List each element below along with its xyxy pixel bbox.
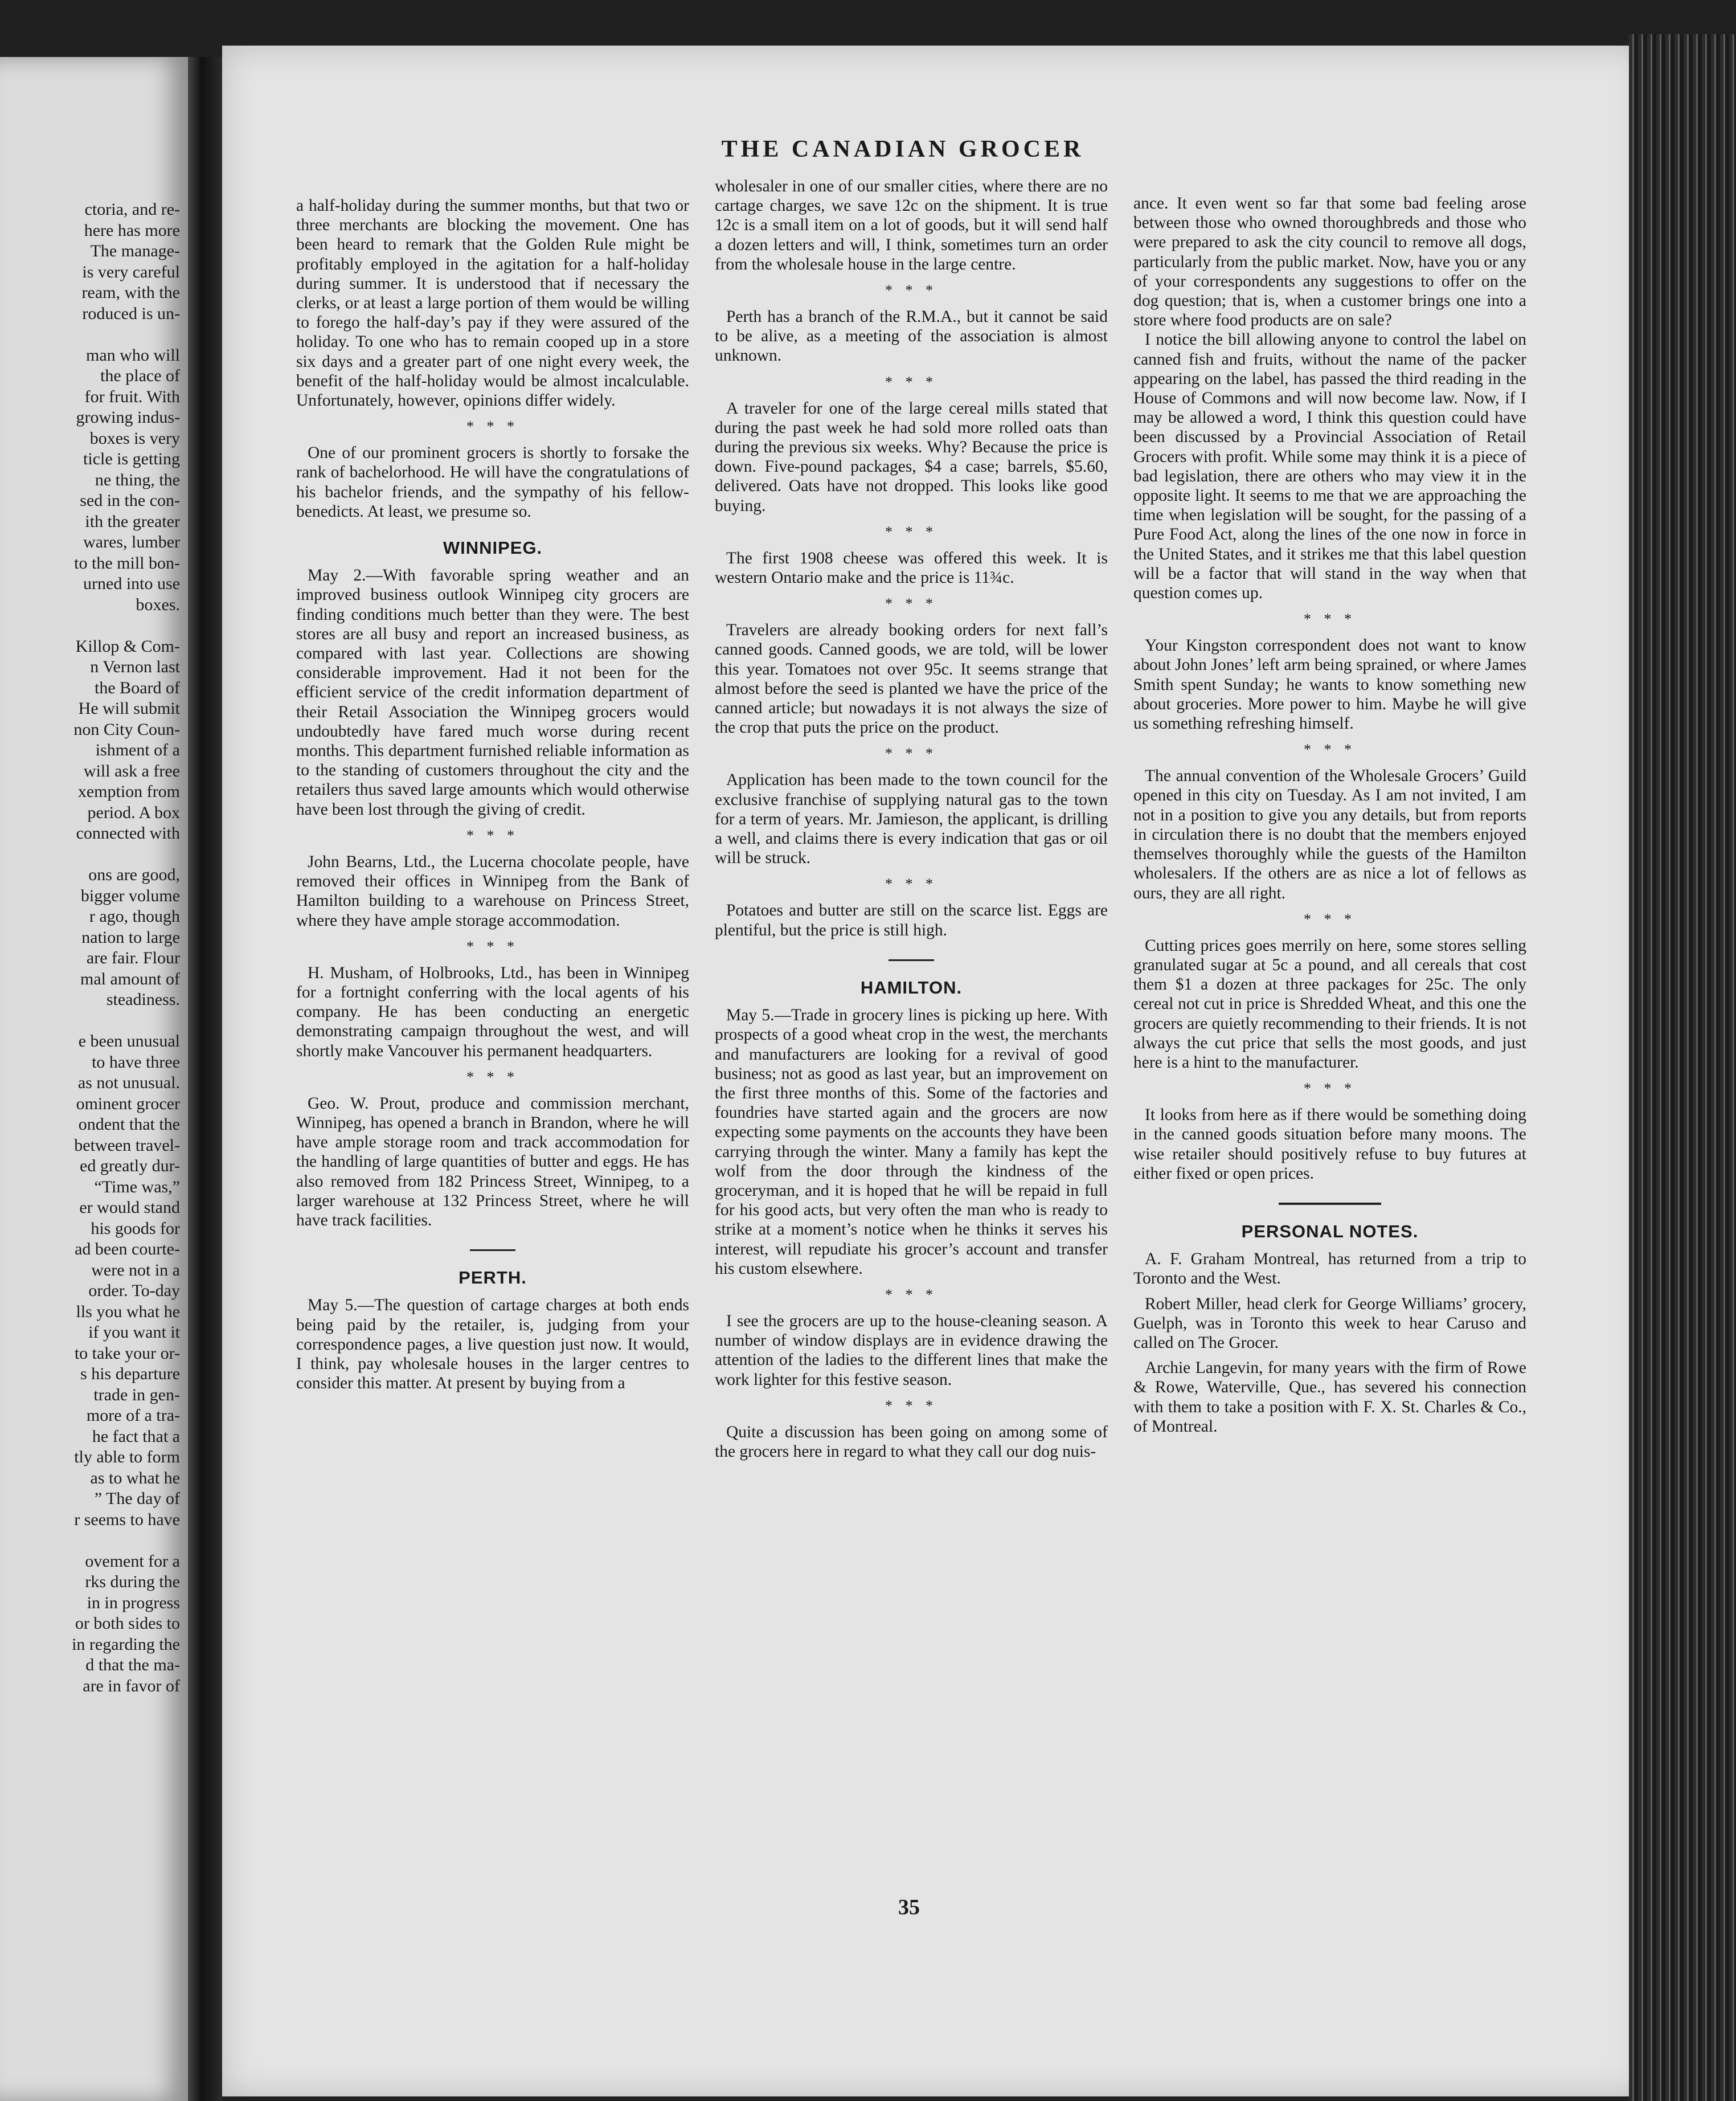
paragraph: Perth has a branch of the R.M.A., but it cannot be said to be alive, as a meeting of the association is almost unknown. — [715, 308, 1108, 365]
fragment-line: The manage- — [90, 242, 180, 260]
fragment-line: d that the ma- — [85, 1656, 180, 1674]
fragment-line: more of a tra- — [86, 1406, 180, 1425]
column-2 — [715, 177, 1108, 1461]
fragment-line: ” The day of — [94, 1489, 180, 1508]
column-1 — [296, 196, 689, 1393]
fragment-line: boxes. — [136, 595, 180, 614]
section-separator: * * * — [1304, 611, 1356, 628]
fragment-line: will ask a free — [83, 761, 180, 780]
fragment-line: between travel- — [74, 1135, 180, 1155]
paragraph: One of our prominent grocers is shortly to forsake the rank of bachelorhood. He will have the congratulations of his bachelor friends, and the sympathy of his fellow-benedicts. At least, we presume so. — [296, 444, 689, 521]
paragraph: Robert Miller, head clerk for George Williams’ grocery, Guelph, was in Toronto this week to hear Caruso and called on The Grocer. — [1133, 1294, 1526, 1352]
paragraph: The first 1908 cheese was offered this week. It is western Ontario make and the price is 11¾c. — [715, 549, 1108, 587]
fragment-line: man who will — [86, 345, 180, 365]
fragment-line: bigger volume — [80, 886, 180, 905]
heading-personal-notes: PERSONAL NOTES. — [1241, 1221, 1419, 1241]
page-number: 35 — [898, 1895, 920, 1919]
fragment-line: ad been courte- — [75, 1240, 180, 1258]
fragment-line: or both sides to — [75, 1614, 180, 1633]
fragment-line: s his departure — [80, 1364, 180, 1383]
paragraph: Cutting prices goes merrily on here, some stores selling granulated sugar at 5c a pound, and all cereals that cost them $1 a dozen at three packages for 25c. The only cereal not cut in price is Shredded Wheat, and this one the grocers are quietly recommending to their friends. It is not always the cut price that sells the most goods, and just here is a hint to the manufacturer. — [1133, 936, 1526, 1072]
section-separator: * * * — [885, 876, 937, 893]
section-separator: * * * — [885, 523, 937, 540]
fragment-line: lls you what he — [76, 1302, 180, 1321]
fragment-line: mal amount of — [80, 969, 180, 988]
paragraph: It looks from here as if there would be something doing in the canned goods situation before many moons. The wise retailer should positively refuse to buy futures at either fixed or open prices. — [1133, 1106, 1526, 1183]
fragment-line: growing indus- — [76, 408, 180, 427]
fragment-line: were not in a — [91, 1260, 180, 1280]
fragment-line: to the mill bon- — [74, 553, 180, 573]
section-separator: * * * — [885, 1397, 937, 1414]
fragment-line: tly able to form — [74, 1448, 180, 1466]
fragment-line: trade in gen- — [93, 1385, 180, 1404]
fragment-line: rks during the — [85, 1572, 180, 1591]
fragment-line — [0, 615, 180, 636]
section-separator: * * * — [885, 282, 937, 299]
fragment-line: ith the greater — [85, 512, 180, 531]
paragraph: Potatoes and butter are still on the scarce list. Eggs are plentiful, but the price is still high. — [715, 901, 1108, 939]
fragment-line: are fair. Flour — [86, 949, 180, 967]
section-separator: * * * — [885, 595, 937, 612]
column-3 — [1133, 194, 1526, 1436]
paragraph: I see the grocers are up to the house-cleaning season. A number of window displays are in evidence drawing the attention of the ladies to the different lines that make the work lighter for this festive season. — [715, 1311, 1108, 1389]
paragraph: Your Kingston correspondent does not want to know about John Jones’ left arm being sprained, or where James Smith spent Sunday; he wants to know something new about groceries. More power to him. Maybe he will give us something refreshing himself. — [1133, 636, 1526, 733]
paragraph: Application has been made to the town council for the exclusive franchise of supplying natural gas to the town for a term of years. Mr. Jamieson, the applicant, is drilling a well, and claims there is every indication that gas or oil will be struck. — [715, 771, 1108, 868]
fragment-line: wares, lumber — [83, 533, 180, 551]
fragment-line: ctoria, and re- — [84, 200, 180, 219]
fragment-line — [0, 324, 180, 345]
paragraph: wholesaler in one of our smaller cities, where there are no cartage charges, we save 12c on the shipment. It is true 12c is a small item on a lot of goods, but it will send half a dozen letters and will, I think, sometimes turn an order from the wholesale house in the large centre. — [715, 177, 1108, 273]
fragment-line: sed in the con- — [80, 491, 180, 510]
fragment-line: xemption from — [77, 782, 180, 801]
fragment-line: order. To-day — [88, 1281, 180, 1300]
heading-winnipeg: WINNIPEG. — [443, 538, 543, 558]
fragment-line: ondent that the — [78, 1115, 180, 1134]
page-gutter — [188, 57, 222, 2101]
section-separator: * * * — [885, 1286, 937, 1303]
fragment-line: period. A box — [87, 803, 180, 822]
rule — [470, 1249, 515, 1251]
section-separator: * * * — [1304, 1080, 1356, 1097]
rule — [889, 959, 934, 961]
fragment-line: ticle is getting — [83, 449, 180, 468]
fragment-line: the Board of — [95, 678, 180, 697]
fragment-line: he fact that a — [92, 1426, 180, 1446]
fragment-line: He will submit — [78, 699, 180, 718]
heading-hamilton: HAMILTON. — [860, 977, 963, 998]
fragment-line: as not unusual. — [77, 1073, 180, 1092]
section-separator: * * * — [1304, 741, 1356, 758]
paragraph: May 2.—With favorable spring weather and an improved business outlook Winnipeg city grocers are finding conditions much better than they were. The best stores are all busy and report an increased business, as compared with last year. Collections are showing considerable improvement. Had it not been for the efficient service of the credit information department of their Retail Association the Winnipeg grocers would undoubtedly have fared much worse during recent months. This department furnished reliable information as to the standing of customers throughout the city and the retailers thus saved large amounts which would otherwise have been lost through the giving of credit. — [296, 566, 689, 819]
paragraph: ance. It even went so far that some bad feeling arose between those who owned thoroughbreds and those who were prepared to ask the city council to remove all dogs, particularly from the public market. Now, have you or any of your correspondents any suggestions to offer on the dog question; that is, when a customer brings one into a store where food products are on sale? — [1133, 194, 1526, 330]
paragraph: May 5.—The question of cartage charges at both ends being paid by the retailer, is, judging from your correspondence pages, a live question just now. It would, I think, pay wholesale houses in the larger centres to consider this matter. At present by buying from a — [296, 1296, 689, 1393]
heading-perth: PERTH. — [458, 1268, 527, 1288]
paragraph: May 5.—Trade in grocery lines is picking up here. With prospects of a good wheat crop in the west, the merchants and manufacturers are looking for a revival of good business; not as good as last year, but an improvement on the first three months of this. Some of the factories and foundries have started again and the grocers are now expecting some payments on the accounts they have been carrying through the winter. Many a family has kept the wolf from the door through the kindness of the groceryman, and it is hoped that he will be repaid in full for his good acts, but very often the man who is ready to strike at a moment’s notice when he thinks it serves his interest, will repudiate his grocer’s account and transfer his custom elsewhere. — [715, 1006, 1108, 1278]
facing-page-fragment — [0, 57, 188, 2101]
fragment-line: is very careful — [82, 262, 180, 281]
paragraph: H. Musham, of Holbrooks, Ltd., has been in Winnipeg for a fortnight conferring with the local agents of his company. He has been conducting an energetic demonstrating campaign throughout the west, and will shortly make Vancouver his permanent headquarters. — [296, 963, 689, 1060]
paragraph: Quite a discussion has been going on among some of the grocers here in regard to what they call our dog nuis- — [715, 1423, 1108, 1461]
fragment-line — [0, 844, 180, 865]
fragment-line: as to what he — [90, 1468, 180, 1487]
fragment-line: ominent grocer — [76, 1094, 180, 1113]
book-binding-edge — [1629, 34, 1736, 2101]
fragment-line: r seems to have — [74, 1510, 180, 1529]
fragment-line: in regarding the — [72, 1634, 180, 1654]
fragment-line: ed greatly dur- — [80, 1156, 180, 1175]
fragment-line: connected with — [76, 824, 180, 843]
section-separator: * * * — [885, 373, 937, 390]
paragraph: A. F. Graham Montreal, has returned from a trip to Toronto and the West. — [1133, 1250, 1526, 1288]
facing-page-column — [0, 199, 180, 1697]
fragment-line: ovement for a — [85, 1551, 180, 1571]
fragment-line: e been unusual — [78, 1032, 180, 1050]
paragraph: John Bearns, Ltd., the Lucerna chocolate people, have removed their offices in Winnipeg from the Bank of Hamilton building to a warehouse on Princess Street, where they have ample storage accommodation. — [296, 852, 689, 930]
fragment-line: the place of — [100, 366, 180, 385]
paragraph: Geo. W. Prout, produce and commission merchant, Winnipeg, has opened a branch in Brandon, where he will have ample storage room and track accommodation for the handling of large quantities of butter and eggs. He has also removed from 182 Princess Street, Winnipeg, to a larger warehouse at 132 Princess Street, where he will have track facilities. — [296, 1094, 689, 1229]
fragment-line: are in favor of — [83, 1676, 180, 1695]
fragment-line: to take your or- — [74, 1343, 180, 1363]
fragment-line: ishment of a — [95, 741, 180, 759]
fragment-line: to have three — [92, 1052, 180, 1072]
fragment-line: for fruit. With — [84, 387, 180, 406]
section-separator: * * * — [466, 827, 519, 844]
fragment-line: non City Coun- — [73, 720, 180, 739]
paragraph: I notice the bill allowing anyone to control the label on canned fish and fruits, without the name of the packer appearing on the label, has passed the third reading in the House of Commons and will now become law. Now, if I may be allowed a word, I think this question could have been discussed by a Provincial Association of Retail Grocers with profit. While some may think it is a piece of bad legislation, there are others who may view it in the opposite light. It seems to me that we are approaching the time when legislation will be sought, for the passing of a Pure Food Act, along the lines of the one now in force in the United States, and it strikes me that this label question will be a factor that will stand in the way when that question comes up. — [1133, 330, 1526, 603]
fragment-line: boxes is very — [89, 428, 180, 448]
fragment-line: ne thing, the — [95, 470, 180, 489]
paragraph: a half-holiday during the summer months, but that two or three merchants are blocking the movement. One has been heard to remark that the Golden Rule might be profitably employed in the agitation for a half-holiday during summer. It is understood that if necessary the clerks, or at least a large portion of them would be willing to forego the half-day’s pay if they were assured of the holiday. To one who has to remain cooped up in a store six days and a greater part of one night every week, the benefit of the half-holiday would be almost incalculable. Unfortunately, however, opinions differ widely. — [296, 197, 689, 410]
paragraph: Travelers are already booking orders for next fall’s canned goods. Canned goods, we are told, will be lower this year. Tomatoes not over 95c. It seems strange that almost before the seed is planted we have the price of the canned article; but nowadays it is not always the size of the crop that puts the price on the product. — [715, 621, 1108, 737]
fragment-line: r ago, though — [89, 907, 180, 926]
fragment-line: er would stand — [79, 1198, 180, 1217]
fragment-line: here has more — [84, 220, 180, 240]
fragment-line: ream, with the — [81, 283, 180, 302]
fragment-line — [0, 1530, 180, 1551]
paragraph: A traveler for one of the large cereal mills stated that during the past week he had sold more rolled oats than during the previous six weeks. Why? Because the price is down. Five-pound packages, $4 a case; barrels, $5.60, delivered. Oats have not dropped. This looks like good buying. — [715, 399, 1108, 515]
masthead: THE CANADIAN GROCER — [721, 136, 1084, 162]
fragment-line: steadiness. — [106, 990, 180, 1009]
fragment-line — [0, 1011, 180, 1032]
section-separator: * * * — [885, 745, 937, 762]
fragment-line: “Time was,” — [94, 1177, 180, 1196]
section-separator: * * * — [466, 1068, 519, 1085]
paragraph: The annual convention of the Wholesale Grocers’ Guild opened in this city on Tuesday. As I am not invited, I am not in a position to give you any details, but from reports in circulation there is no doubt that the members enjoyed themselves thoroughly while the guests of the Hamilton wholesalers. If the others are as nice a lot of fellows as ours, they are all right. — [1133, 767, 1526, 902]
fragment-line: his goods for — [91, 1219, 180, 1238]
paragraph: Archie Langevin, for many years with the firm of Rowe & Rowe, Waterville, Que., has severed his connection with them to take a position with F. X. St. Charles & Co., of Montreal. — [1133, 1359, 1526, 1436]
rule — [1279, 1203, 1381, 1205]
fragment-line: Killop & Com- — [75, 636, 180, 656]
section-separator: * * * — [466, 418, 519, 435]
fragment-line: n Vernon last — [90, 657, 180, 676]
fragment-line: roduced is un- — [82, 304, 180, 323]
fragment-line: if you want it — [88, 1323, 180, 1342]
fragment-line: nation to large — [81, 927, 180, 947]
fragment-line: ons are good, — [88, 865, 180, 884]
fragment-line: in in progress — [87, 1593, 180, 1612]
section-separator: * * * — [466, 938, 519, 955]
section-separator: * * * — [1304, 910, 1356, 927]
fragment-line: urned into use — [83, 574, 180, 593]
